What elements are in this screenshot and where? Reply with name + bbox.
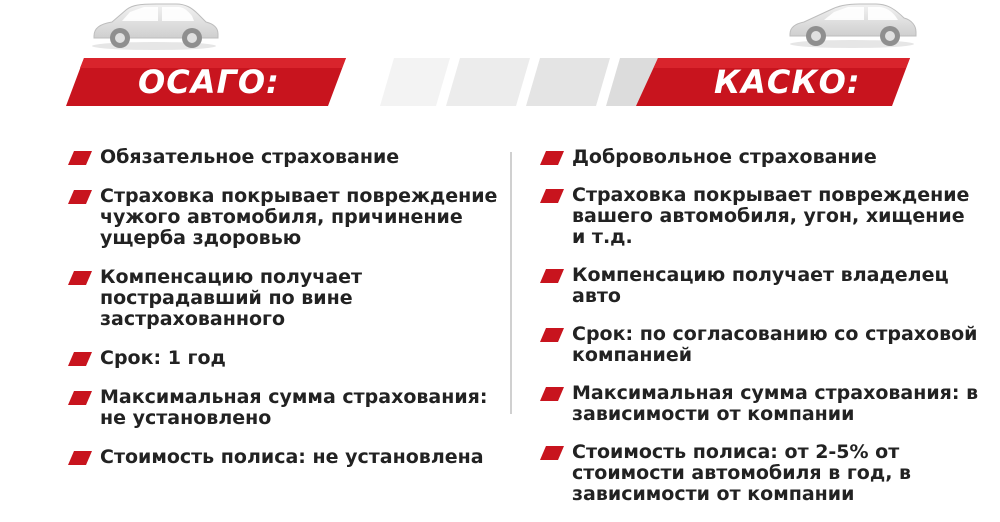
osago-banner	[66, 58, 346, 106]
list-item-text: Срок: по согласованию со страховой компанией	[572, 323, 978, 366]
list-item-text: Обязательное страхование	[100, 146, 400, 168]
osago-list	[68, 147, 498, 486]
list-item	[540, 442, 980, 505]
bullet-marker-icon	[540, 189, 564, 203]
list-item-text: Максимальная сумма страхования: не установлено	[100, 386, 488, 429]
bullet-marker-icon	[540, 269, 564, 283]
list-item	[68, 267, 498, 330]
list-item-text: Стоимость полиса: от 2-5% от стоимости автомобиля в год, в зависимости от компании	[572, 441, 912, 505]
bullet-marker-icon	[540, 446, 564, 460]
bullet-marker-icon	[68, 352, 92, 366]
decorative-band	[380, 58, 680, 106]
bullet-marker-icon	[540, 151, 564, 165]
bullet-marker-icon	[68, 271, 92, 285]
list-item	[68, 186, 498, 249]
list-item	[540, 383, 980, 425]
list-item	[68, 387, 498, 429]
list-item	[540, 147, 980, 168]
list-item-text: Максимальная сумма страхования: в зависимости от компании	[572, 382, 979, 425]
osago-title: ОСАГО:	[138, 63, 280, 101]
bullet-marker-icon	[68, 451, 92, 465]
list-item-text: Добровольное страхование	[572, 146, 877, 168]
list-item-text: Компенсацию получает пострадавший по вине застрахованного	[100, 266, 363, 330]
list-item	[540, 185, 980, 248]
list-item-text: Страховка покрывает повреждение чужого автомобиля, причинение ущерба здоровью	[100, 185, 498, 249]
list-item	[540, 324, 980, 366]
car-icon	[784, 0, 920, 50]
kasko-title: КАСКО:	[714, 63, 861, 101]
list-item	[68, 447, 498, 468]
list-item	[68, 147, 498, 168]
list-item	[540, 265, 980, 307]
car-icon	[86, 2, 222, 52]
bullet-marker-icon	[68, 391, 92, 405]
list-item	[68, 348, 498, 369]
list-item-text: Стоимость полиса: не установлена	[100, 446, 484, 468]
bullet-marker-icon	[540, 328, 564, 342]
list-item-text: Страховка покрывает повреждение вашего автомобиля, угон, хищение и т.д.	[572, 184, 970, 248]
bullet-marker-icon	[68, 190, 92, 204]
list-item-text: Срок: 1 год	[100, 347, 226, 369]
column-divider	[510, 152, 512, 414]
kasko-list	[540, 147, 980, 522]
list-item-text: Компенсацию получает владелец авто	[572, 264, 949, 307]
bullet-marker-icon	[68, 151, 92, 165]
bullet-marker-icon	[540, 387, 564, 401]
kasko-banner	[636, 58, 910, 106]
